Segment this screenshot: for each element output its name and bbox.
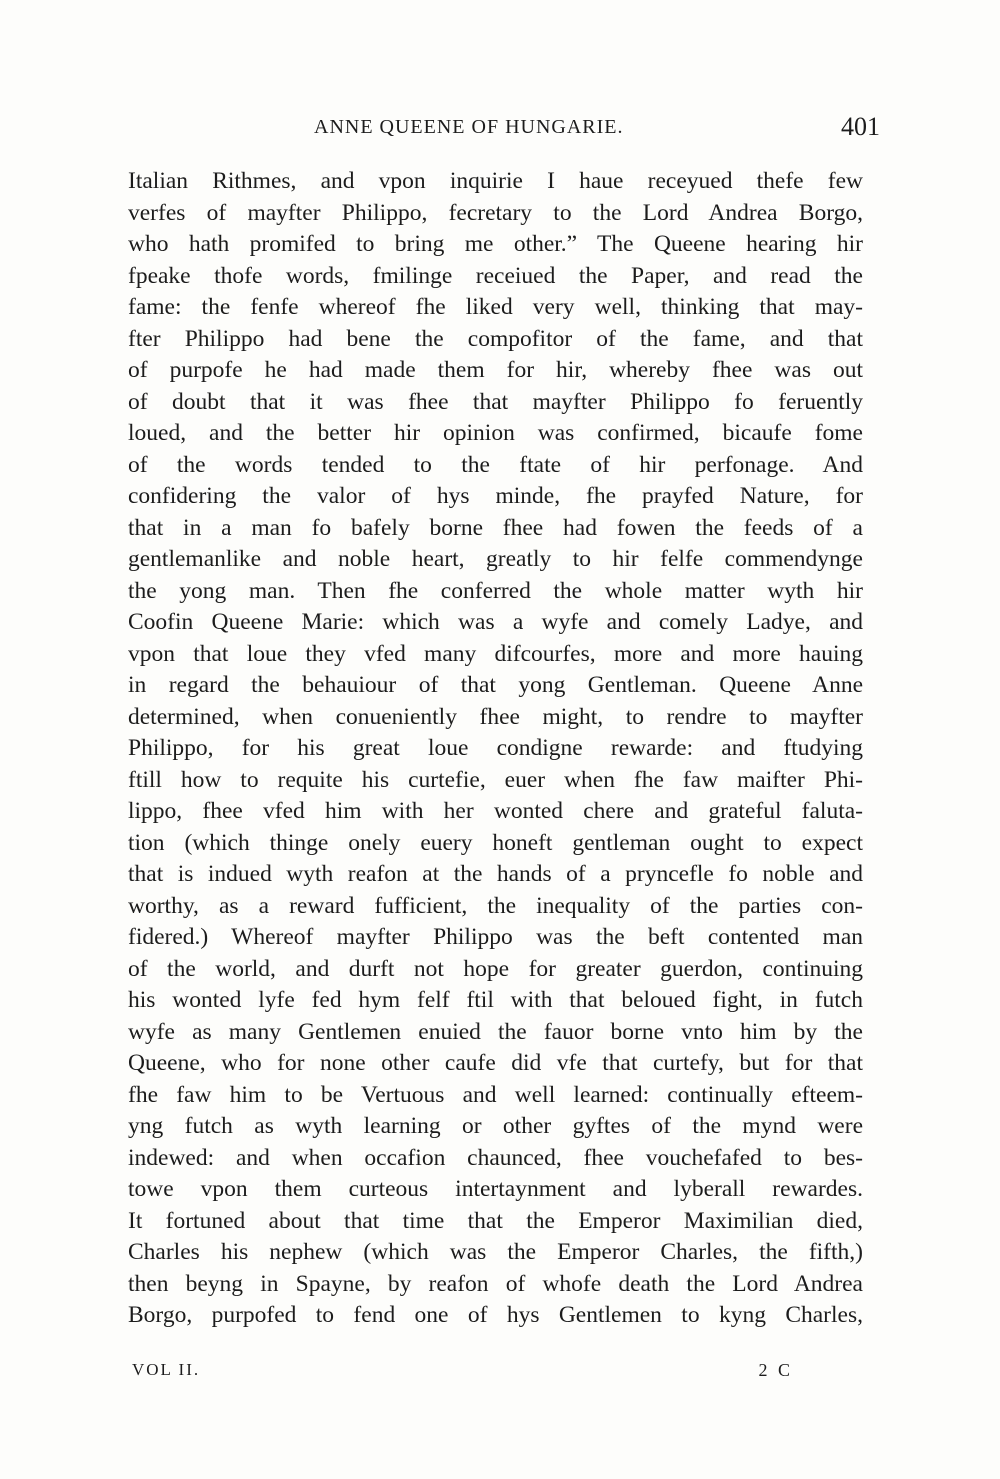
- running-title: ANNE QUEENE OF HUNGARIE.: [314, 116, 624, 138]
- text-line: vpon that loue they vfed many difcourfes, more and more hauing: [128, 640, 863, 667]
- text-line: then beyng in Spayne, by reafon of whofe death the Lord Andrea: [128, 1270, 863, 1297]
- text-line: Borgo, purpofed to fend one of hys Gentlemen to kyng Charles,: [128, 1302, 863, 1328]
- text-line: Coofin Queene Marie: which was a wyfe and comely Ladye, and: [128, 609, 863, 635]
- text-line: confidering the valor of hys minde, fhe prayfed Nature, for: [128, 483, 863, 509]
- text-line: indewed: and when occafion chaunced, fhee vouchefafed to bes-: [128, 1144, 863, 1171]
- text-line: verfes of mayfter Philippo, fecretary to the Lord Andrea Borgo,: [128, 199, 863, 226]
- volume-signature: VOL II.: [132, 1360, 201, 1379]
- body-text: [128, 166, 863, 1332]
- text-line: tion (which thinge onely euery honeft gentleman ought to expect: [128, 829, 863, 856]
- text-line: that is indued wyth reafon at the hands of a pryncefle fo noble and: [128, 861, 863, 887]
- text-line: fhe faw him to be Vertuous and well learned: continually efteem-: [128, 1081, 863, 1108]
- text-line: in regard the behauiour of that yong Gentleman. Queene Anne: [128, 672, 863, 698]
- running-head: [128, 112, 880, 146]
- text-line: worthy, as a reward fufficient, the inequality of the parties con-: [128, 892, 863, 919]
- text-line: fidered.) Whereof mayfter Philippo was the beft contented man: [128, 924, 863, 950]
- text-line: of the world, and durft not hope for greater guerdon, continuing: [128, 955, 863, 982]
- page-footer: [128, 1360, 863, 1388]
- text-line: Queene, who for none other caufe did vfe that curtefy, but for that: [128, 1050, 863, 1076]
- text-line: fame: the fenfe whereof fhe liked very well, thinking that may-: [128, 294, 863, 320]
- text-line: determined, when conueniently fhee might, to rendre to mayfter: [128, 703, 863, 730]
- text-line: that in a man fo bafely borne fhee had fowen the feeds of a: [128, 514, 863, 541]
- text-line: Philippo, for his great loue condigne rewarde: and ftudying: [128, 735, 863, 761]
- text-line: lippo, fhee vfed him with her wonted chere and grateful faluta-: [128, 798, 863, 824]
- text-line: fpeake thofe words, fmilinge receiued the Paper, and read the: [128, 262, 863, 289]
- text-line: loued, and the better hir opinion was confirmed, bicaufe fome: [128, 420, 863, 446]
- text-line: of the words tended to the ftate of hir perfonage. And: [128, 451, 863, 478]
- text-line: towe vpon them curteous intertaynment and lyberall rewardes.: [128, 1176, 863, 1202]
- text-line: his wonted lyfe fed hym felf ftil with that beloued fight, in futch: [128, 987, 863, 1013]
- text-line: of doubt that it was fhee that mayfter Philippo fo feruently: [128, 388, 863, 415]
- text-line: Italian Rithmes, and vpon inquirie I haue receyued thefe few: [128, 168, 863, 194]
- text-line: It fortuned about that time that the Emperor Maximilian died,: [128, 1207, 863, 1234]
- text-line: ftill how to requite his curtefie, euer when fhe faw maifter Phi-: [128, 766, 863, 793]
- text-line: gentlemanlike and noble heart, greatly to hir felfe commendynge: [128, 546, 863, 572]
- signature-mark: 2 C: [758, 1360, 793, 1380]
- text-line: wyfe as many Gentlemen enuied the fauor borne vnto him by the: [128, 1018, 863, 1045]
- text-line: Charles his nephew (which was the Emperor Charles, the fifth,): [128, 1239, 863, 1265]
- text-line: yng futch as wyth learning or other gyftes of the mynd were: [128, 1113, 863, 1139]
- text-line: fter Philippo had bene the compofitor of the fame, and that: [128, 325, 863, 352]
- page-number: 401: [841, 112, 880, 141]
- text-line: who hath promifed to bring me other.” The Queene hearing hir: [128, 231, 863, 257]
- text-line: the yong man. Then fhe conferred the whole matter wyth hir: [128, 577, 863, 604]
- text-line: of purpofe he had made them for hir, whereby fhee was out: [128, 357, 863, 383]
